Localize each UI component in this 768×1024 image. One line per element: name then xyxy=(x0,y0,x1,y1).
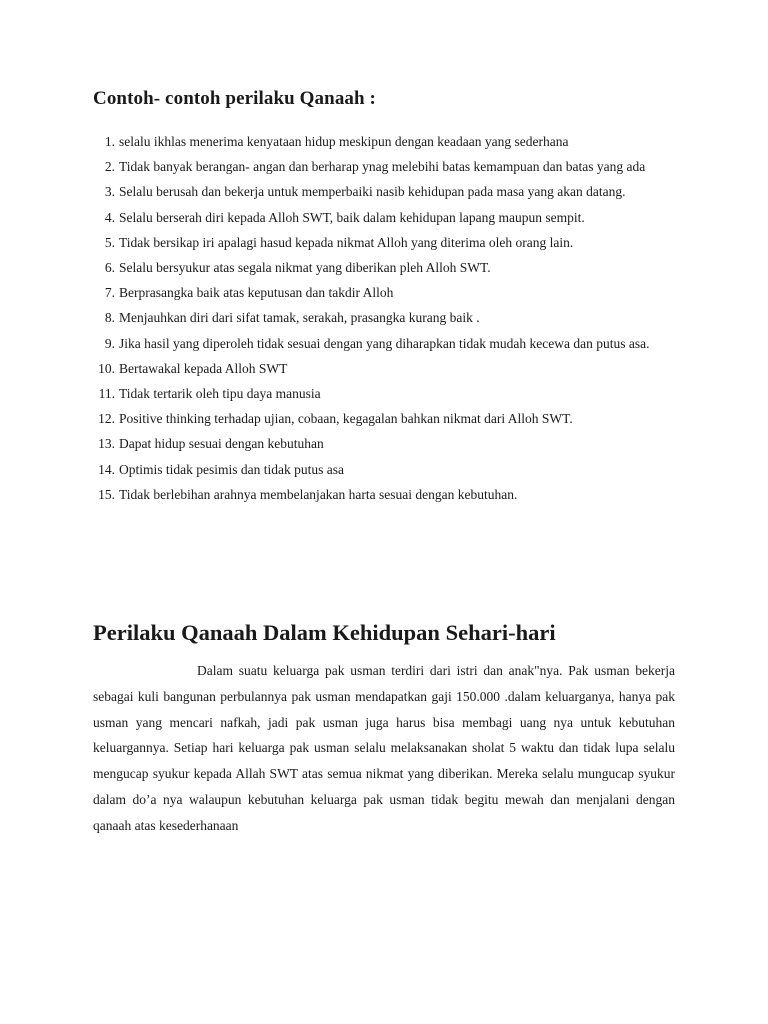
list-item xyxy=(93,381,675,406)
list-item xyxy=(93,431,675,456)
list-item xyxy=(93,331,675,356)
list-item xyxy=(93,255,675,280)
list-item-text: Tidak bersikap iri apalagi hasud kepada nikmat Alloh yang diterima oleh orang lain. xyxy=(119,234,574,250)
list-item-text: Bertawakal kepada Alloh SWT xyxy=(119,360,288,376)
list-item-text: Jika hasil yang diperoleh tidak sesuai dengan yang diharapkan tidak mudah kecewa dan putus asa. xyxy=(119,335,650,351)
list-item-number: 9. xyxy=(104,335,115,351)
list-item-text: Dapat hidup sesuai dengan kebutuhan xyxy=(119,436,324,452)
list-item-number: 10. xyxy=(98,360,115,376)
list-item xyxy=(93,129,675,154)
list-item xyxy=(93,406,675,431)
list-item-number: 14. xyxy=(98,461,115,477)
list-item xyxy=(93,280,675,305)
list-item-text: Optimis tidak pesimis dan tidak putus asa xyxy=(119,461,344,477)
list-item-text: selalu ikhlas menerima kenyataan hidup meskipun dengan keadaan yang sederhana xyxy=(119,134,569,149)
list-item-text: Menjauhkan diri dari sifat tamak, serakah, prasangka kurang baik . xyxy=(119,310,480,326)
list-item-number: 1. xyxy=(104,134,115,149)
list-item-text: Selalu berusah dan bekerja untuk memperbaiki nasib kehidupan pada masa yang akan datang. xyxy=(119,184,626,200)
list-item xyxy=(93,457,675,482)
list-item xyxy=(93,179,675,204)
list-item-number: 6. xyxy=(104,260,115,276)
story-paragraph: Dalam suatu keluarga pak usman terdiri dari istri dan anak"nya. Pak usman bekerja sebagai kuli bangunan perbulannya pak usman mendapatkan gaji 150.000 .dalam keluarganya, hanya pak usman yang mencari nafkah, jadi pak usman juga harus bisa membagi uang nya untuk kebutuhan keluargannya. Setiap hari keluarga pak usman selalu melaksanakan sholat 5 waktu dan tidak lupa selalu mengucap syukur kepada Allah SWT atas semua nikmat yang diberikan. Mereka selalu mungucap syukur dalam do’a nya walaupun kebutuhan keluarga pak usman tidak begitu mewah dan menjalani dengan qanaah atas kesederhanaan xyxy=(93,663,675,833)
list-item-text: Tidak berlebihan arahnya membelanjakan harta sesuai dengan kebutuhan. xyxy=(119,486,518,502)
section-title-perilaku-sehari-hari: Perilaku Qanaah Dalam Kehidupan Sehari-hari xyxy=(93,620,556,645)
list-item-number: 2. xyxy=(104,159,115,175)
list-item-text: Selalu bersyukur atas segala nikmat yang diberikan pleh Alloh SWT. xyxy=(119,260,491,276)
list-item xyxy=(93,356,675,381)
list-item xyxy=(93,230,675,255)
list-item-text: Tidak banyak berangan- angan dan berharap ynag melebihi batas kemampuan dan batas yang ada xyxy=(119,159,646,175)
list-item-number: 11. xyxy=(98,386,115,402)
section-title-contoh-perilaku: Contoh- contoh perilaku Qanaah : xyxy=(93,88,376,109)
list-item-number: 13. xyxy=(98,436,115,452)
list-item-number: 8. xyxy=(104,310,115,326)
list-item-number: 15. xyxy=(98,486,115,502)
list-item xyxy=(93,305,675,330)
list-item xyxy=(93,154,675,179)
list-item xyxy=(93,205,675,230)
list-item-number: 3. xyxy=(104,184,115,200)
list-item-number: 12. xyxy=(98,411,115,427)
list-item-text: Selalu berserah diri kepada Alloh SWT, baik dalam kehidupan lapang maupun sempit. xyxy=(119,209,585,225)
list-item-number: 7. xyxy=(104,285,115,301)
list-item-number: 5. xyxy=(104,234,115,250)
perilaku-qanaah-list xyxy=(93,129,675,507)
list-item-number: 4. xyxy=(104,209,115,225)
list-item-text: Tidak tertarik oleh tipu daya manusia xyxy=(119,386,321,402)
list-item xyxy=(93,482,675,507)
list-item-text: Berprasangka baik atas keputusan dan takdir Alloh xyxy=(119,285,394,301)
list-item-text: Positive thinking terhadap ujian, cobaan, kegagalan bahkan nikmat dari Alloh SWT. xyxy=(119,411,573,427)
